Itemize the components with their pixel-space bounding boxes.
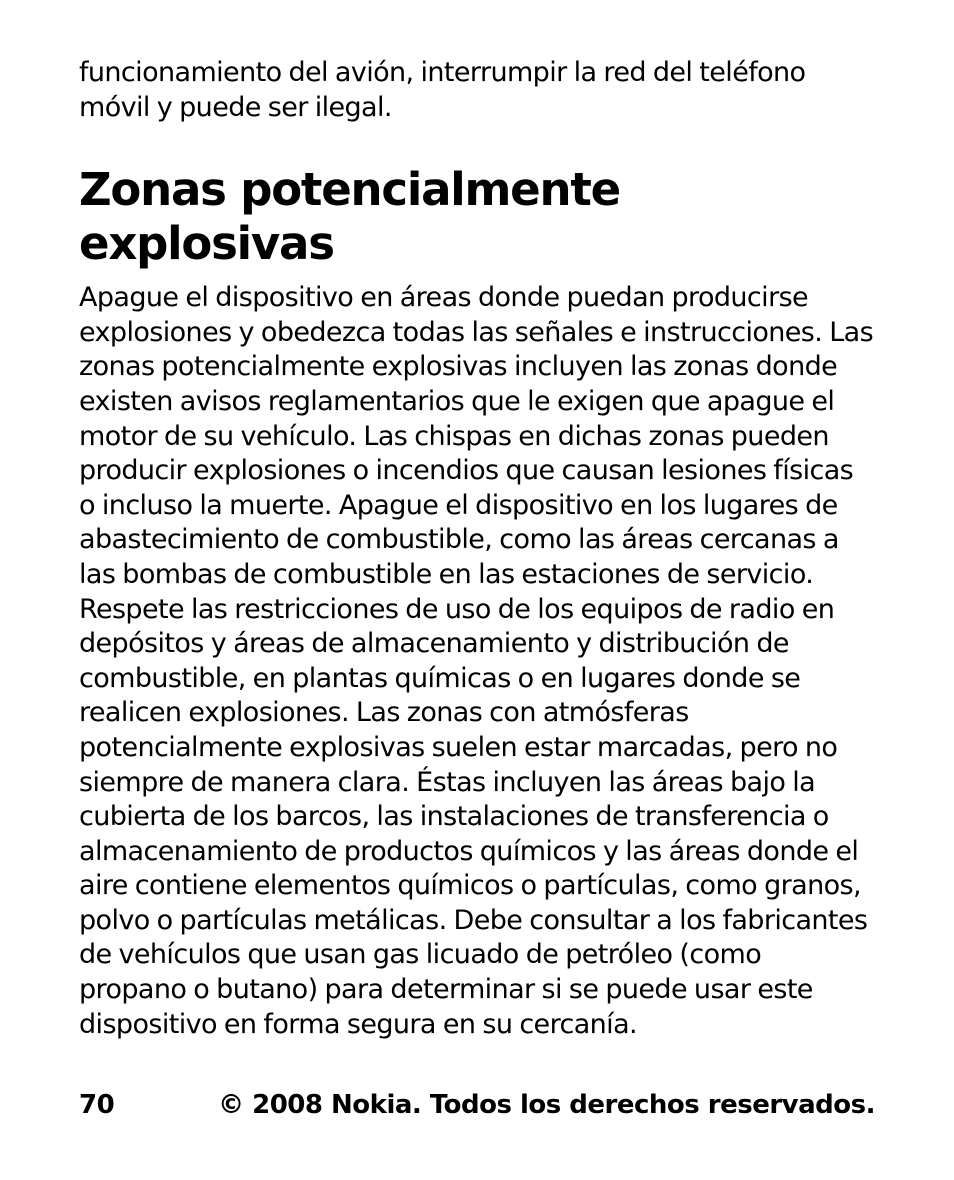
copyright-notice: © 2008 Nokia. Todos los derechos reservados.: [218, 1090, 875, 1120]
document-page: [79, 56, 875, 1042]
page-number: 70: [79, 1090, 115, 1120]
page-footer: [79, 1090, 875, 1124]
intro-paragraph: funcionamiento del avión, interrumpir la red del teléfono móvil y puede ser ilegal.: [79, 57, 806, 123]
body-paragraph: Apague el dispositivo en áreas donde puedan producirse explosiones y obedezca todas las señales e instrucciones. Las zonas potencialmente explosivas incluyen las zonas donde existen avisos reglamentarios que le exigen que apague el motor de su vehículo. Las chispas en dichas zonas pueden producir explosiones o incendios que causan lesiones físicas o incluso la muerte. Apague el dispositivo en los lugares de abastecimiento de combustible, como las áreas cercanas a las bombas de combustible en las estaciones de servicio. Respete las restricciones de uso de los equipos de radio en depósitos y áreas de almacenamiento y distribución de combustible, en plantas químicas o en lugares donde se realicen explosiones. Las zonas con atmósferas potencialmente explosivas suelen estar marcadas, pero no siempre de manera clara. Éstas incluyen las áreas bajo la cubierta de los barcos, las instalaciones de transferencia o almacenamiento de productos químicos y las áreas donde el aire contiene elementos químicos o partículas, como granos, polvo o partículas metálicas. Debe consultar a los fabricantes de vehículos que usan gas licuado de petróleo (como propano o butano) para determinar si se puede usar este dispositivo en forma segura en su cercanía.: [79, 282, 874, 1040]
section-heading: Zonas potencialmente explosivas: [79, 163, 620, 271]
